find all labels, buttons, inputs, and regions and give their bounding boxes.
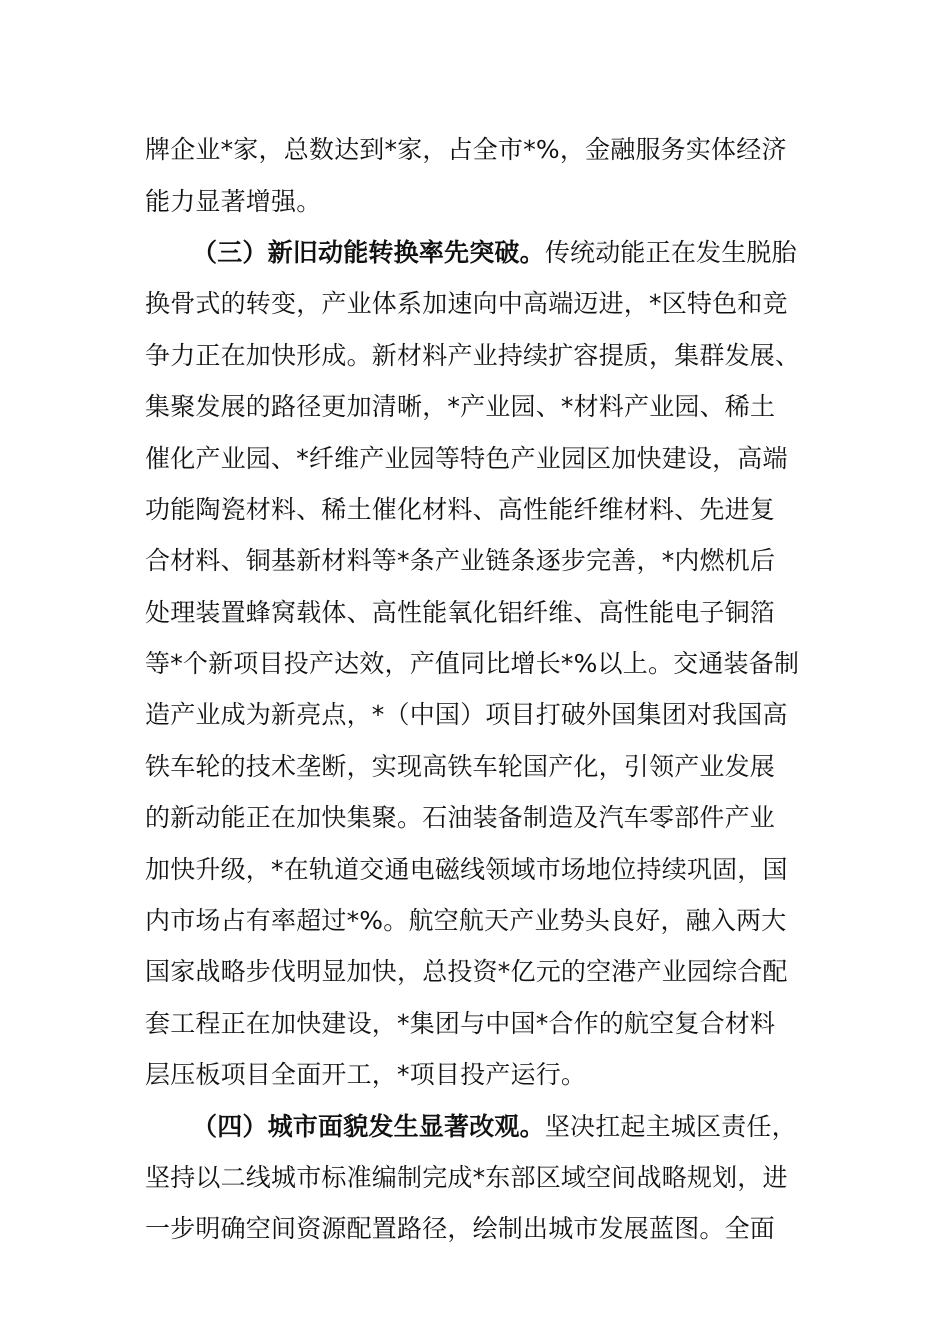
text-line: 坚持以二线城市标准编制完成*东部区域空间战略规划，进: [145, 1163, 788, 1192]
text-line: 套工程正在加快建设，*集团与中国*合作的航空复合材料: [145, 1009, 776, 1038]
text-line: 一步明确空间资源配置路径，绘制出城市发展蓝图。全面: [145, 1214, 776, 1243]
section-heading-4: （四）城市面貌发生显著改观。: [192, 1112, 545, 1141]
text-line: 的新动能正在加快集聚。石油装备制造及汽车零部件产业: [145, 803, 776, 832]
text-line: 加快升级，*在轨道交通电磁线领域市场地位持续巩固，国: [145, 855, 788, 884]
paragraph-line: [192, 1110, 797, 1144]
text-line: 造产业成为新亮点，*（中国）项目打破外国集团对我国高: [145, 700, 788, 729]
text-line: 处理装置蜂窝载体、高性能氧化铝纤维、高性能电子铜箔: [145, 598, 776, 627]
section-heading-3: （三）新旧动能转换率先突破。: [192, 238, 545, 267]
text-line: 内市场占有率超过*%。航空航天产业势头良好，融入两大: [145, 906, 787, 935]
text-line: 层压板项目全面开工，*项目投产运行。: [145, 1060, 587, 1089]
text-line: 换骨式的转变，产业体系加速向中高端迈进，*区特色和竞: [145, 289, 788, 318]
text-line: 牌企业*家，总数达到*家，占全市*%，金融服务实体经济: [145, 135, 787, 164]
text-line: 争力正在加快形成。新材料产业持续扩容提质，集群发展、: [145, 341, 801, 370]
text-run: 传统动能正在发生脱胎: [544, 238, 797, 267]
text-line: 功能陶瓷材料、稀土催化材料、高性能纤维材料、先进复: [145, 495, 776, 524]
text-line: 合材料、铜基新材料等*条产业链条逐步完善，*内燃机后: [145, 546, 776, 575]
text-line: 等*个新项目投产达效，产值同比增长*%以上。交通装备制: [145, 649, 800, 678]
text-line: 催化产业园、*纤维产业园等特色产业园区加快建设，高端: [145, 444, 788, 473]
text-line: 铁车轮的技术垄断，实现高铁车轮国产化，引领产业发展: [145, 752, 776, 781]
text-line: 集聚发展的路径更加清晰，*产业园、*材料产业园、稀土: [145, 392, 776, 421]
text-run: 坚决扛起主城区责任，: [544, 1112, 797, 1141]
text-line: 国家战略步伐明显加快，总投资*亿元的空港产业园综合配: [145, 957, 788, 986]
paragraph-line: [192, 236, 797, 270]
text-line: 能力显著增强。: [145, 187, 322, 216]
